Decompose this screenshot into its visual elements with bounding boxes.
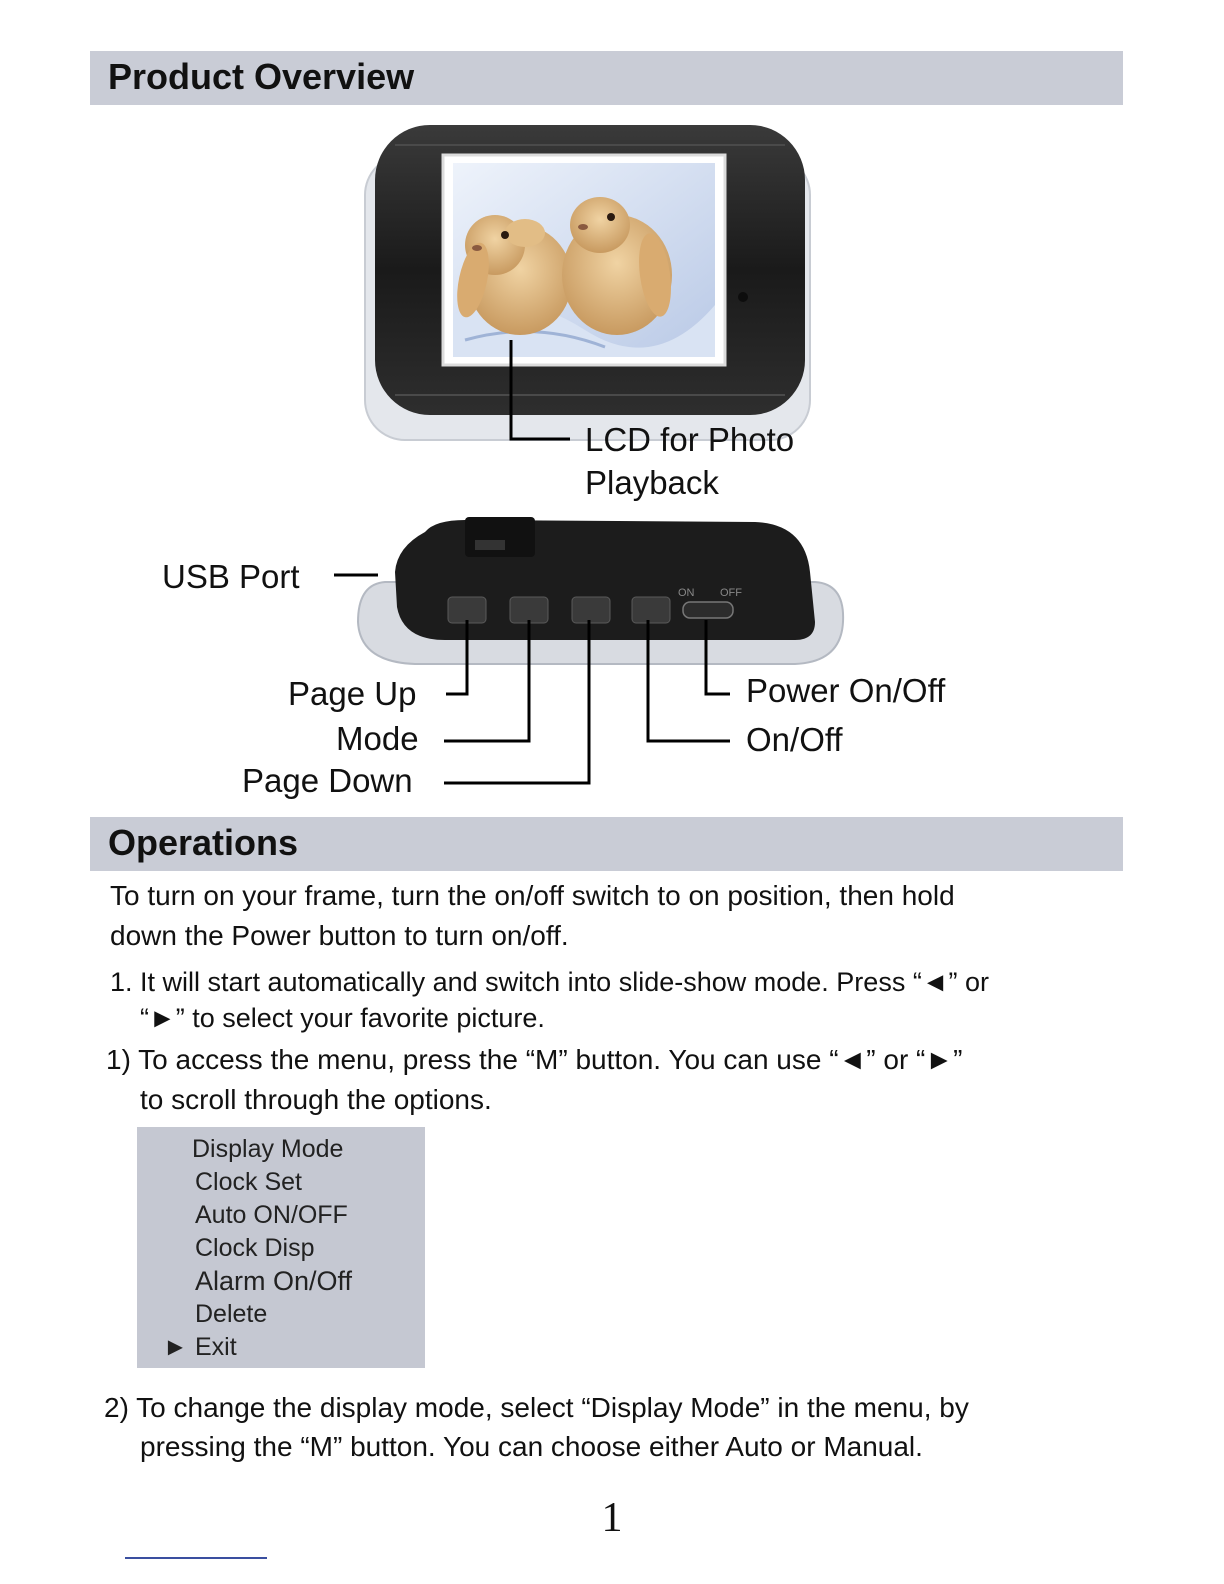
usb-port-housing <box>465 517 535 557</box>
intro-line-1: To turn on your frame, turn the on/off switch to on position, then hold <box>110 880 955 911</box>
section-title: Product Overview <box>108 56 415 97</box>
menu-item-clock-set: Clock Set <box>195 1168 302 1196</box>
menu-item-exit: Exit <box>195 1333 237 1361</box>
menu-item-clock-disp: Clock Disp <box>195 1234 315 1262</box>
step1-line-2: “►” to select your favorite picture. <box>140 1003 545 1033</box>
menu-item-alarm-on-off: Alarm On/Off <box>195 1266 353 1296</box>
page-number: 1 <box>601 1495 623 1541</box>
footer-rule <box>125 1557 267 1559</box>
on-off-switch <box>683 602 733 618</box>
callout-lcd-line2: Playback <box>585 464 719 501</box>
step2-line-1: 2) To change the display mode, select “Display Mode” in the menu, by <box>104 1392 969 1423</box>
device-front-illustration <box>355 115 825 445</box>
callout-mode: Mode <box>336 720 419 757</box>
step1a-line-2: to scroll through the options. <box>140 1084 492 1115</box>
callout-page-down: Page Down <box>242 762 413 799</box>
callout-lcd-line1: LCD for Photo <box>585 421 795 458</box>
menu-item-delete: Delete <box>195 1300 268 1328</box>
section-header-operations <box>90 817 1123 871</box>
callout-page-up: Page Up <box>288 675 417 712</box>
lcd-leader-line <box>500 340 580 450</box>
step1a-line-1: 1) To access the menu, press the “M” button. You can use “◄” or “►” <box>106 1044 963 1075</box>
menu-pointer-icon: ► <box>163 1333 188 1361</box>
switch-on-label: ON <box>678 587 695 599</box>
section-header-product-overview <box>90 51 1123 105</box>
callout-usb-port: USB Port <box>162 558 300 595</box>
step1-line-1: 1. It will start automatically and switch into slide-show mode. Press “◄” or <box>110 967 990 997</box>
menu-item-auto-on-off: Auto ON/OFF <box>195 1201 348 1229</box>
switch-off-label: OFF <box>720 587 742 599</box>
usb-leader-line <box>334 570 384 580</box>
callout-on-off: On/Off <box>746 721 843 758</box>
step2-line-2: pressing the “M” button. You can choose either Auto or Manual. <box>140 1431 923 1462</box>
menu-item-display-mode: Display Mode <box>192 1135 344 1163</box>
menu-screen <box>137 1127 425 1368</box>
intro-line-2: down the Power button to turn on/off. <box>110 920 569 951</box>
section-title: Operations <box>108 822 299 863</box>
button-leader-lines <box>440 620 740 800</box>
callout-power: Power On/Off <box>746 672 946 709</box>
